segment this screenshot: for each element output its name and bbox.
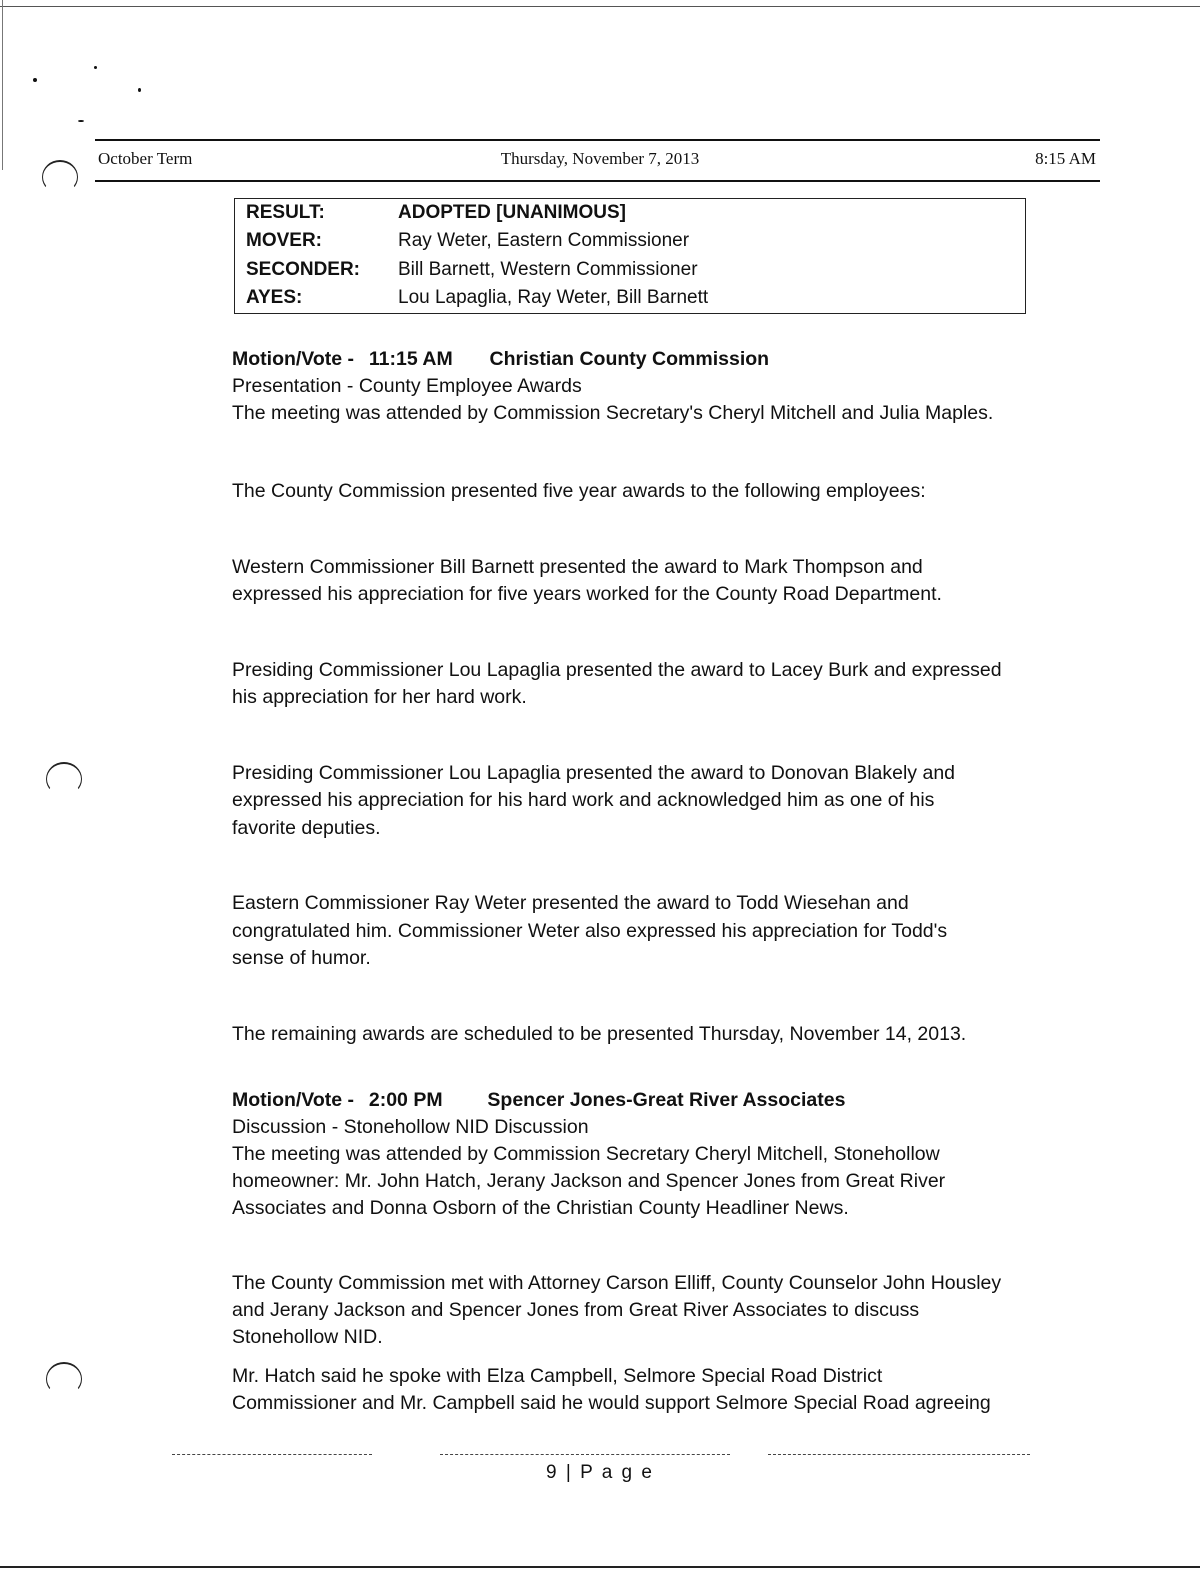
vote-key: SECONDER: bbox=[246, 259, 361, 280]
paragraph-line: Western Commissioner Bill Barnett presented the award to Mark Thompson and bbox=[232, 556, 923, 578]
vote-key: MOVER: bbox=[246, 230, 322, 251]
paragraph-line: Mr. Hatch said he spoke with Elza Campbell, Selmore Special Road District bbox=[232, 1365, 883, 1387]
header-rule-top bbox=[95, 139, 1100, 141]
paragraph-line: favorite deputies. bbox=[232, 817, 381, 839]
paragraph-line: The meeting was attended by Commission Secretary Cheryl Mitchell, Stonehollow bbox=[232, 1143, 940, 1165]
footer-rule bbox=[172, 1454, 372, 1455]
paragraph-line: sense of humor. bbox=[232, 947, 371, 969]
paragraph-line: congratulated him. Commissioner Weter also expressed his appreciation for Todd's bbox=[232, 920, 948, 942]
paragraph-line: and Jerany Jackson and Spencer Jones from Great River Associates to discuss bbox=[232, 1299, 920, 1321]
paragraph-line: expressed his appreciation for five years worked for the County Road Department. bbox=[232, 583, 942, 605]
section1-attended: The meeting was attended by Commission Secretary's Cheryl Mitchell and Julia Maples. bbox=[232, 402, 994, 424]
motion-label: Motion/Vote - bbox=[232, 1089, 355, 1111]
motion-time: 11:15 AM bbox=[368, 348, 453, 370]
scan-speck bbox=[33, 78, 37, 82]
vote-key: RESULT: bbox=[246, 202, 325, 223]
header-term: October Term bbox=[98, 149, 193, 168]
header-date: Thursday, November 7, 2013 bbox=[500, 149, 700, 168]
scan-speck bbox=[94, 66, 97, 69]
scan-edge-top bbox=[0, 6, 1200, 7]
vote-value: Lou Lapaglia, Ray Weter, Bill Barnett bbox=[398, 287, 709, 308]
paragraph-line: The County Commission met with Attorney Carson Elliff, County Counselor John Housley bbox=[232, 1272, 1002, 1294]
section2-subtitle: Discussion - Stonehollow NID Discussion bbox=[232, 1116, 589, 1138]
paragraph-line: Commissioner and Mr. Campbell said he would support Selmore Special Road agreeing bbox=[232, 1392, 991, 1414]
paragraph-line: his appreciation for her hard work. bbox=[232, 686, 527, 708]
section2-heading bbox=[232, 1086, 845, 1114]
scan-speck bbox=[138, 88, 141, 92]
paragraph-line: expressed his appreciation for his hard work and acknowledged him as one of his bbox=[232, 789, 935, 811]
section1-subtitle: Presentation - County Employee Awards bbox=[232, 375, 582, 397]
paragraph-line: Associates and Donna Osborn of the Christian County Headliner News. bbox=[232, 1197, 849, 1219]
footer-rule bbox=[768, 1454, 1030, 1455]
section1-remaining: The remaining awards are scheduled to be presented Thursday, November 14, 2013. bbox=[232, 1023, 967, 1045]
punch-hole-middle bbox=[46, 762, 82, 796]
section1-heading bbox=[232, 345, 769, 373]
punch-hole-bottom bbox=[46, 1362, 82, 1396]
page-number: 9 | P a g e bbox=[546, 1462, 654, 1483]
motion-label: Motion/Vote - bbox=[232, 348, 355, 370]
vote-result-box bbox=[234, 198, 1026, 314]
header-rule-bottom bbox=[95, 180, 1100, 182]
paragraph-line: Presiding Commissioner Lou Lapaglia presented the award to Donovan Blakely and bbox=[232, 762, 956, 784]
scan-edge-left bbox=[2, 0, 3, 170]
scan-speck bbox=[78, 120, 84, 122]
vote-value: Ray Weter, Eastern Commissioner bbox=[398, 230, 690, 251]
paragraph-line: homeowner: Mr. John Hatch, Jerany Jackson and Spencer Jones from Great River bbox=[232, 1170, 946, 1192]
motion-title: Spencer Jones-Great River Associates bbox=[487, 1089, 846, 1111]
paragraph-line: Presiding Commissioner Lou Lapaglia presented the award to Lacey Burk and expressed bbox=[232, 659, 1002, 681]
vote-key: AYES: bbox=[246, 287, 303, 308]
paragraph-line: Stonehollow NID. bbox=[232, 1326, 383, 1348]
vote-value: Bill Barnett, Western Commissioner bbox=[398, 259, 698, 280]
paragraph-line: Eastern Commissioner Ray Weter presented the award to Todd Wiesehan and bbox=[232, 892, 909, 914]
vote-value: ADOPTED [UNANIMOUS] bbox=[398, 202, 626, 223]
header-time: 8:15 AM bbox=[1035, 149, 1096, 168]
scan-edge-bottom bbox=[0, 1566, 1200, 1568]
motion-title: Christian County Commission bbox=[489, 348, 770, 370]
motion-time: 2:00 PM bbox=[368, 1089, 443, 1111]
section1-intro: The County Commission presented five year awards to the following employees: bbox=[232, 480, 926, 502]
footer-rule bbox=[440, 1454, 730, 1455]
